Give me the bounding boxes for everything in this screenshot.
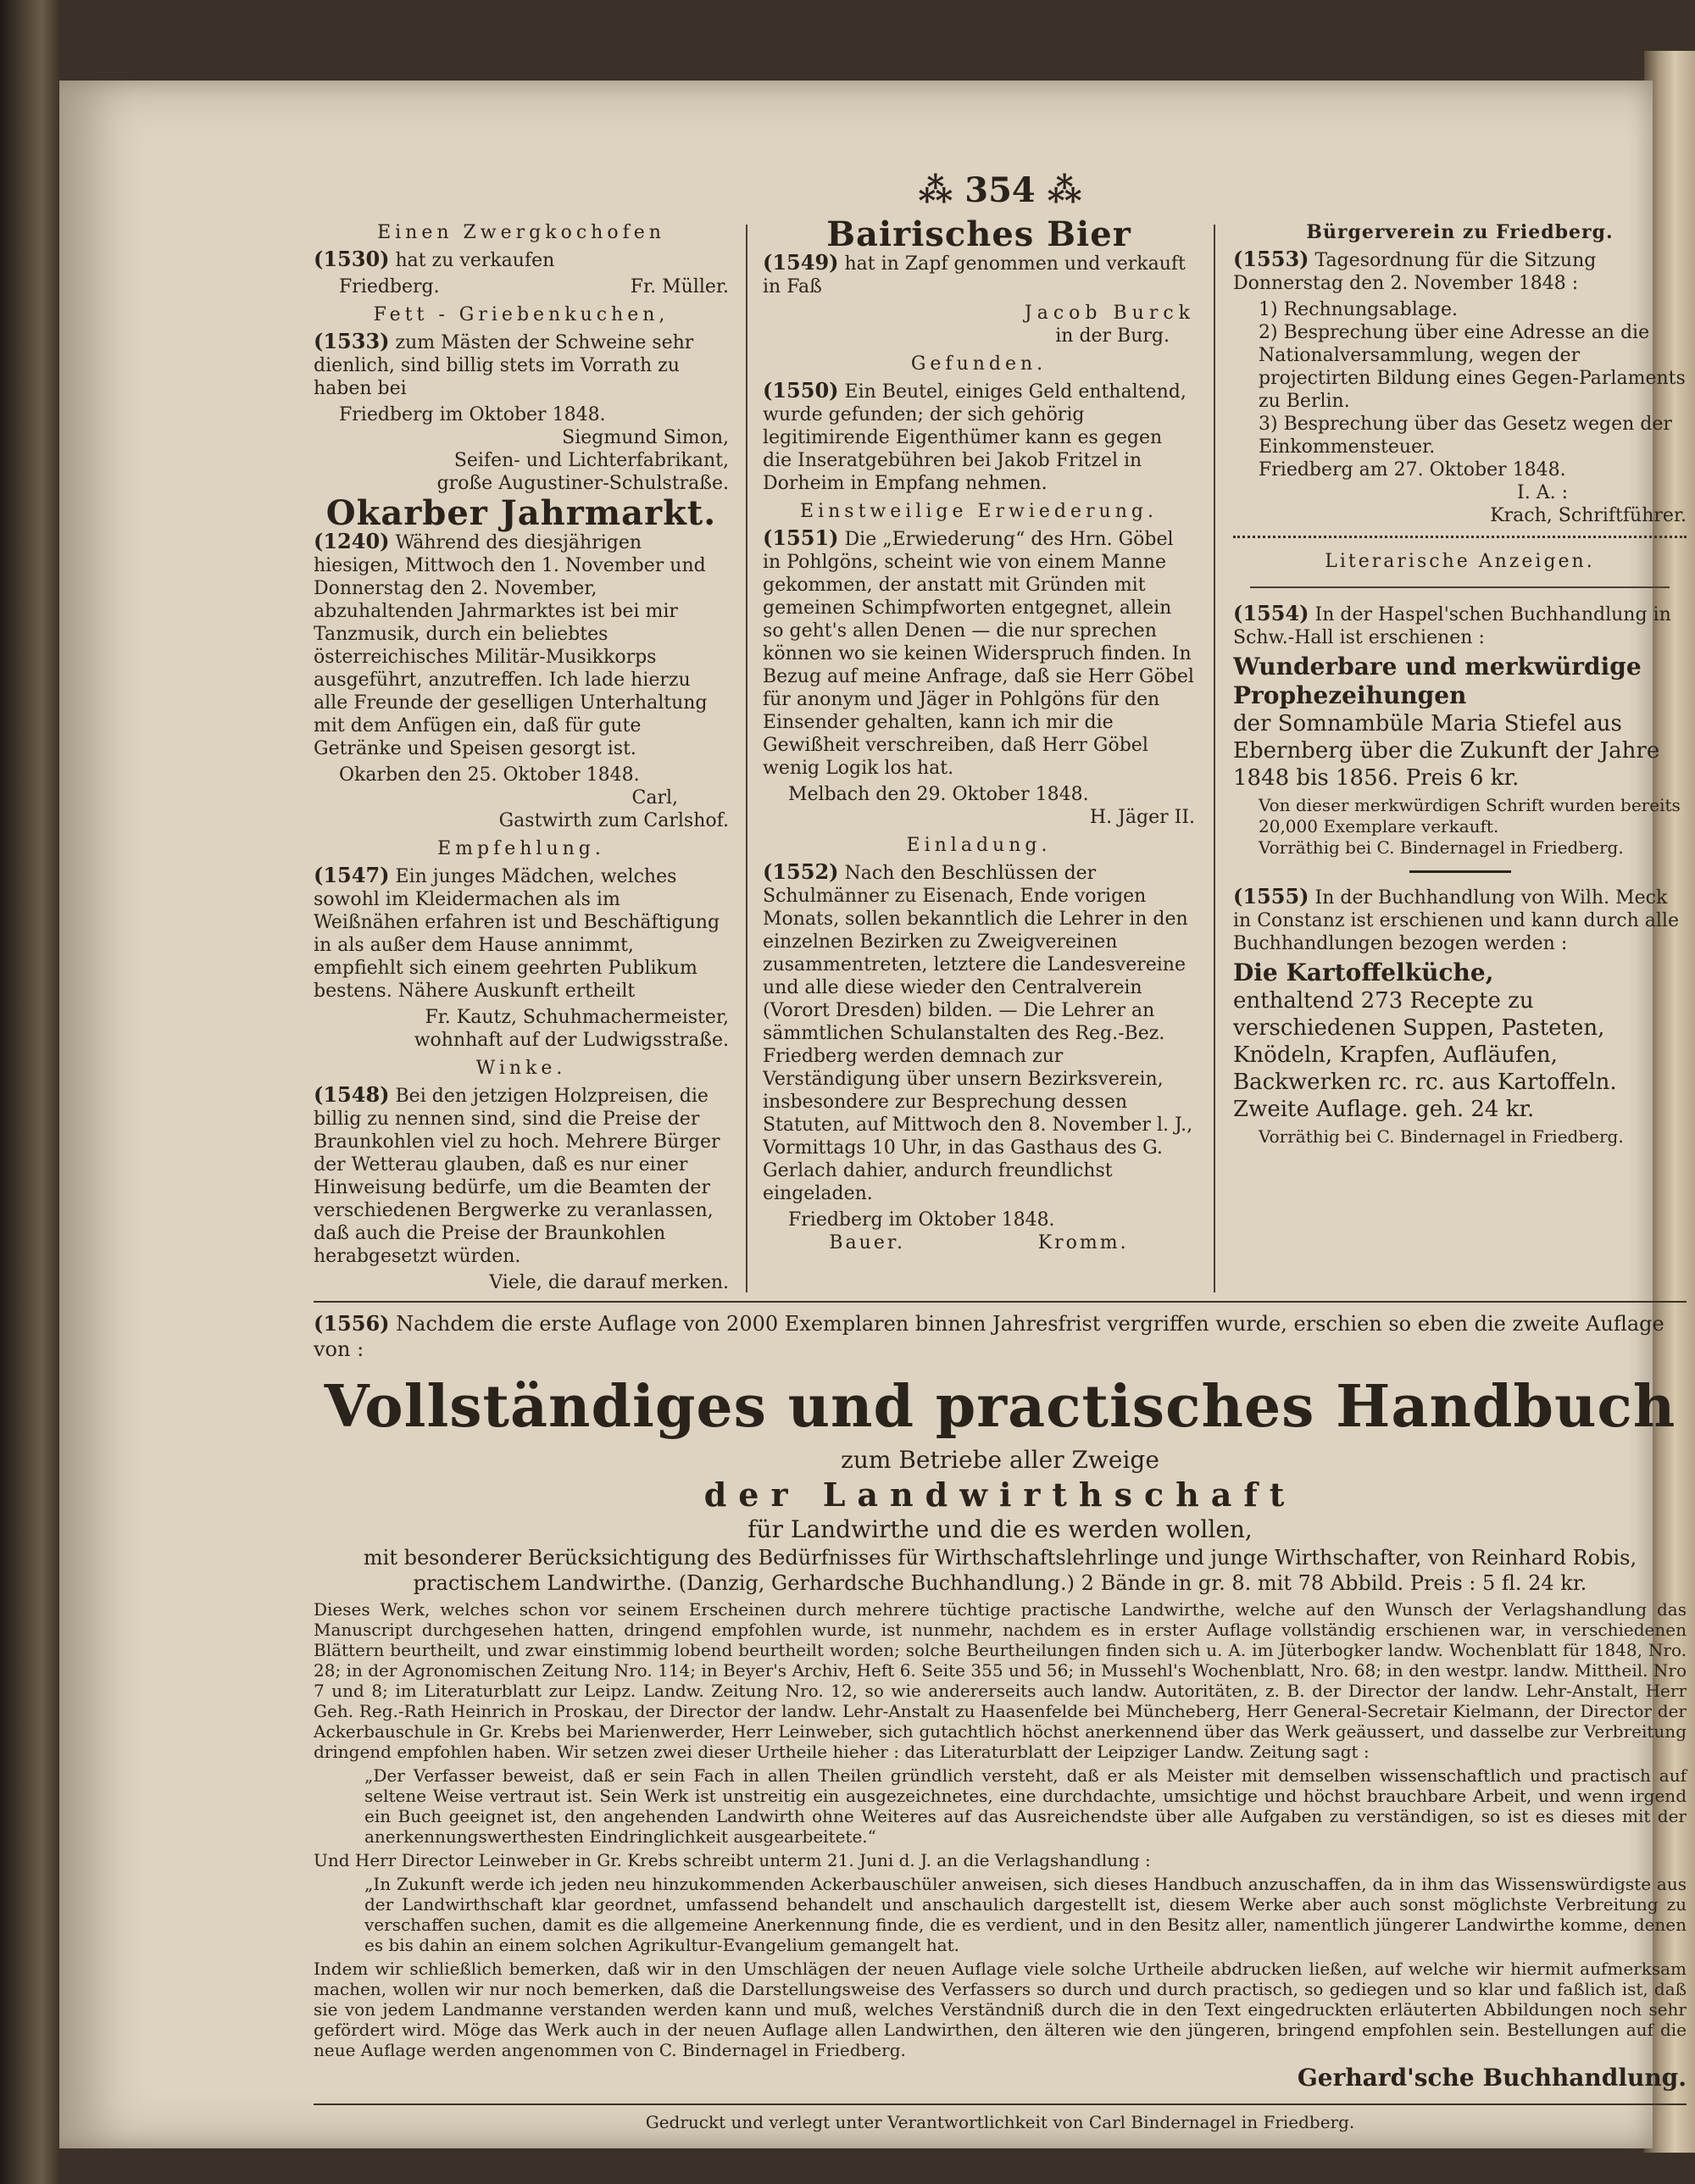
three-columns: [314, 216, 1687, 1292]
book-availability: Vorräthig bei C. Bindernagel in Friedberg.: [1259, 1126, 1624, 1147]
divider: [314, 1301, 1687, 1303]
column-right: [1233, 216, 1687, 1292]
ad-place: Friedberg im Oktober 1848.: [339, 404, 606, 425]
ad-heading: Bürgerverein zu Friedberg.: [1306, 221, 1614, 243]
ad-title: Bairisches Bier: [826, 216, 1131, 254]
ad-heading: Fett - Griebenkuchen,: [373, 304, 670, 325]
ad-heading: Empfehlung.: [437, 838, 605, 859]
ad-signature: Fr. Kautz, Schuhmachermeister,: [425, 1007, 729, 1028]
page-header: ⁂ 354 ⁂: [918, 170, 1082, 210]
ad-1554: (1554) In der Haspel'schen Buchhandlung in Schw.-Hall ist erschienen :: [1233, 601, 1671, 648]
ad-heading: Winke.: [475, 1058, 567, 1079]
agenda-item: 1) Rechnungsablage.: [1259, 299, 1458, 320]
section-heading: Literarische Anzeigen.: [1325, 551, 1595, 572]
ad-1555: (1555) In der Buchhandlung von Wilh. Meck in Constanz ist erschienen und kann durch alle Buchhandlungen bezogen werden :: [1233, 884, 1679, 954]
ad-heading: Einladung.: [906, 835, 1052, 856]
ad-1550: (1550) Ein Beutel, einiges Geld enthaltend, wurde gefunden; der sich gehörig legitimirende Eigenthümer kann es gegen die Inseratgebühren bei Jakob Fritzel in Dorheim in Empfang nehmen.: [763, 378, 1186, 494]
ad-1530: (1530) hat zu verkaufen: [314, 247, 555, 271]
ad-1530-footer: Friedberg. Fr. Müller.: [339, 276, 729, 297]
ad-heading: Gefunden.: [910, 353, 1048, 375]
handbook-subtitle: der Landwirthschaft: [703, 1475, 1297, 1514]
ad-signature: Krach, Schriftführer.: [1490, 505, 1687, 526]
divider: [1409, 870, 1511, 873]
ad-signature: H. Jäger II.: [1089, 807, 1195, 828]
book-title: Die Kartoffelküche,: [1233, 959, 1494, 986]
ad-heading: Einstweilige Erwiederung.: [800, 501, 1158, 522]
ad-place: Melbach den 29. Oktober 1848.: [788, 784, 1089, 805]
handbook-details: mit besonderer Berücksichtigung des Bedürfnisses für Wirthschaftslehrlinge und junge Wirthschafter, von Reinhard Robis, practischem Landwirthe. (Danzig, Gerhardsche Buchhandlung.) 2 Bände in gr. 8. mit 78 Abbild. Preis : 5 fl. 24 kr.: [363, 1546, 1637, 1595]
ad-1548: (1548) Bei den jetzigen Holzpreisen, die billig zu nennen sind, sind die Preise der Braunkohlen viel zu hoch. Mehrere Bürger der Wetterau glauben, daß es nur einer Hinweisung bedürfe, um die Beamten der verschiedenen Bergwerke zu veranlassen, daß auch die Preise der Braunkohlen herabgesetzt würden.: [314, 1082, 720, 1267]
imprint: Gedruckt und verlegt unter Verantwortlichkeit von Carl Bindernagel in Friedberg.: [314, 2103, 1687, 2132]
column-left: [314, 216, 729, 1292]
ad-signature: Seifen- und Lichterfabrikant,: [453, 450, 729, 471]
ad-1552: (1552) Nach den Beschlüssen der Schulmänner zu Eisenach, Ende vorigen Monats, sollen bekanntlich die Lehrer in den einzelnen Bezirken zu Zweigvereinen zusammentreten, letztere die Landesvereine und alle diese wieder den Centralverein (Vorort Dresden) bilden. — Die Lehrer an sämmtlichen Schulanstalten des Reg.-Bez. Friedberg werden demnach zur Verständigung über unsern Bezirksverein, insbesondere zur Besprechung dessen Statuten, auf Mittwoch den 8. November l. J., Vormittags 10 Uhr, in das Gasthaus des G. Gerlach dahier, andurch freundlichst eingeladen.: [763, 859, 1193, 1204]
page-content: [314, 165, 1687, 2132]
book-title: Wunderbare und merkwürdige Prophezeihungen: [1233, 653, 1642, 709]
ad-1553: (1553) Tagesordnung für die Sitzung Donnerstag den 2. November 1848 :: [1233, 247, 1597, 294]
ad-1551: (1551) Die „Erwiederung“ des Hrn. Göbel in Pohlgöns, scheint wie von einem Manne gekommen, der anstatt mit Gründen mit gemeinen Schimpfworten entgegnet, allein so geht's allen Denen — die nur sprechen können wo sie keinen Widerspruch finden. In Bezug auf meine Anfrage, daß sie Herr Göbel für anonym und Jäger in Pohlgöns für den Einsender gehalten, kann ich mir die Gewißheit verschreiben, daß Herr Göbel wenig Logik los hat.: [763, 525, 1194, 779]
ad-signature: Carl,: [631, 787, 678, 809]
divider: [1250, 586, 1670, 588]
ad-title: Okarber Jahrmarkt.: [325, 493, 717, 533]
book-note: Von dieser merkwürdigen Schrift wurden bereits 20,000 Exemplare verkauft.: [1259, 795, 1681, 836]
publisher-signature: Gerhard'sche Buchhandlung.: [1297, 2064, 1687, 2092]
ad-1552-signatures: Bauer. Kromm.: [829, 1232, 1129, 1253]
handbook-title: Vollständiges und practisches Handbuch: [324, 1373, 1676, 1441]
handbook-subtitle: für Landwirthe und die es werden wollen,: [747, 1515, 1253, 1543]
review-paragraph: Und Herr Director Leinweber in Gr. Krebs schreibt unterm 21. Juni d. J. an die Verlagshandlung :: [314, 1850, 1151, 1870]
ad-signature: in der Burg.: [1055, 325, 1170, 347]
review-paragraph: Dieses Werk, welches schon vor seinem Erscheinen durch mehrere tüchtige practische Landwirthe, welche auf den Wunsch der Verlagshandlung das Manuscript durchgesehen hatten, dringend empfohlen wurde, ist nunmehr, nachdem es in erster Auflage vollständig erschienen war, in verschiedenen Blättern beurtheilt, und zwar einstimmig lobend beurtheilt worden; solche Beurtheilungen finden sich u. A. im Jüterbogker landw. Wochenblatt für 1848, Nro. 28; in der Agronomischen Zeitung Nro. 114; in Beyer's Archiv, Heft 6. Seite 355 und 56; in Mussehl's Wochenblatt, Nro. 68; in den westpr. landw. Mittheil. Nro 7 und 8; im Literaturblatt zur Leipz. Landw. Zeitung Nro. 12, so wie andererseits auch landw. Autoritäten, z. B. der Director der landw. Lehr-Anstalt, Herr Geh. Reg.-Rath Heinrich in Proskau, der Director der landw. Lehr-Anstalt zu Haasenfelde bei Müncheberg, Herr General-Secretair Kielmann, der Director der Ackerbauschule in Gr. Krebs bei Marienwerder, Herr Leinweber, sich gutachtlich höchst anerkennend über das Werk geäussert, und dasselbe zur Verbreitung dringend empfohlen haben. Wir setzen zwei dieser Urtheile hieher : das Literaturblatt der Leipziger Landw. Zeitung sagt :: [314, 1599, 1687, 1762]
ad-signature: große Augustiner-Schulstraße.: [436, 473, 729, 494]
ad-signature: wohnhaft auf der Ludwigsstraße.: [414, 1030, 729, 1051]
page-number: 354: [964, 170, 1036, 210]
column-divider: [1214, 225, 1215, 1292]
book-description: der Somnambüle Maria Stiefel aus Ebernberg über die Zukunft der Jahre 1848 bis 1856. Preis 6 kr.: [1233, 711, 1660, 791]
ad-1549: (1549) hat in Zapf genommen und verkauft in Faß: [763, 250, 1186, 297]
agenda-item: 2) Besprechung über eine Adresse an die Nationalversammlung, wegen der projectirten Bildung eines Gegen-Parlaments zu Berlin.: [1259, 322, 1686, 412]
handbook-subtitle: zum Betriebe aller Zweige: [841, 1446, 1159, 1474]
review-quote: „In Zukunft werde ich jeden neu hinzukommenden Ackerbauschüler anweisen, sich dieses Handbuch anzuschaffen, da in ihm das Wissenswürdigste aus der Landwirthschaft klar geordnet, umfassend behandelt und anschaulich dargestellt ist, diesem Werke aber auch sonst möglichste Verbreitung zu verschaffen suchen, damit es die allgemeine Anerkennung finde, die es verdient, und in den Besitz aller, namentlich jüngerer Landwirthe komme, denen es bis dahin an einem solchen Agrikultur-Evangelium gemangelt hat.: [364, 1874, 1687, 1955]
book-edge-left: [0, 0, 59, 2184]
agenda-item: 3) Besprechung über das Gesetz wegen der Einkommensteuer.: [1259, 414, 1672, 458]
ad-signature: Siegmund Simon,: [562, 427, 729, 448]
book-description: enthaltend 273 Recepte zu verschiedenen Suppen, Pasteten, Knödeln, Krapfen, Aufläufen, Backwerken rc. rc. aus Kartoffeln. Zweite Auflage. geh. 24 kr.: [1233, 988, 1617, 1122]
ad-signature: Viele, die darauf merken.: [489, 1272, 729, 1292]
full-width-ad-1556: [314, 1301, 1687, 2132]
book-availability: Vorräthig bei C. Bindernagel in Friedberg.: [1259, 837, 1624, 858]
ad-place: Friedberg im Oktober 1848.: [788, 1209, 1055, 1231]
ad-lead: (1556) Nachdem die erste Auflage von 2000 Exemplaren binnen Jahresfrist vergriffen wurde, erschien so eben die zweite Auflage von :: [314, 1311, 1664, 1361]
ad-signature: I. A. :: [1517, 482, 1568, 503]
ad-1240: (1240) Während des diesjährigen hiesigen, Mittwoch den 1. November und Donnerstag den 2. November, abzuhaltenden Jahrmarktes ist bei mir Tanzmusik, durch ein beliebtes österreichisches Militär-Musikkorps ausgeführt, anzutreffen. Ich lade hierzu alle Freunde der geselligen Unterhaltung mit dem Anfügen ein, daß für gute Getränke und Speisen gesorgt ist.: [314, 529, 708, 759]
ad-signature: Jacob Burck: [1024, 303, 1195, 324]
ad-1547: (1547) Ein junges Mädchen, welches sowohl im Kleidermachen als im Weißnähen erfahren ist und Beschäftigung in als außer dem Hause annimmt, empfiehlt sich einem geehrten Publikum bestens. Nähere Auskunft ertheilt: [314, 863, 720, 1002]
ad-heading: Einen Zwergkochofen: [377, 222, 665, 243]
column-divider: [746, 225, 747, 1292]
section-divider: [1233, 536, 1687, 538]
ad-place: Friedberg am 27. Oktober 1848.: [1259, 459, 1566, 481]
ad-place: Okarben den 25. Oktober 1848.: [339, 764, 640, 786]
ad-1533: (1533) zum Mästen der Schweine sehr dienlich, sind billig stets im Vorrath zu haben bei: [314, 329, 694, 399]
review-paragraph: Indem wir schließlich bemerken, daß wir in den Umschlägen der neuen Auflage viele solche Urtheile abdrucken ließen, auf welche wir hiermit aufmerksam machen, wollen wir nur noch bemerken, daß die Darstellungsweise des Verfassers so durch und durch practisch, so gediegen und so klar und faßlich ist, daß sie von jedem Landmanne verstanden werden kann und muß, welches Verständniß durch die in den Text eingedruckten erläuterten Abbildungen noch sehr gefördert wird. Möge das Werk auch in der neuen Auflage allen Landwirthen, den älteren wie den jüngeren, bringend empfohlen sein. Bestellungen auf die neue Auflage werden angenommen von C. Bindernagel in Friedberg.: [314, 1959, 1687, 2060]
review-quote: „Der Verfasser beweist, daß er sein Fach in allen Theilen gründlich versteht, daß er als Meister mit demselben wissenschaftlich und practisch auf seltene Weise vertraut ist. Sein Werk ist unstreitig ein ausgezeichnetes, eine durchdachte, umsichtige und höchst brauchbare Arbeit, und wenn irgend ein Buch geeignet ist, den angehenden Landwirth ohne Weiteres auf das Ausreichendste über alle Aufgaben zu verständigen, so ist es dieses mit der anerkennungswerthesten Eindringlichkeit ausgearbeitete.“: [364, 1765, 1687, 1847]
ad-signature: Gastwirth zum Carlshof.: [498, 810, 729, 831]
newspaper-page: [59, 81, 1687, 2148]
column-middle: [763, 216, 1195, 1292]
